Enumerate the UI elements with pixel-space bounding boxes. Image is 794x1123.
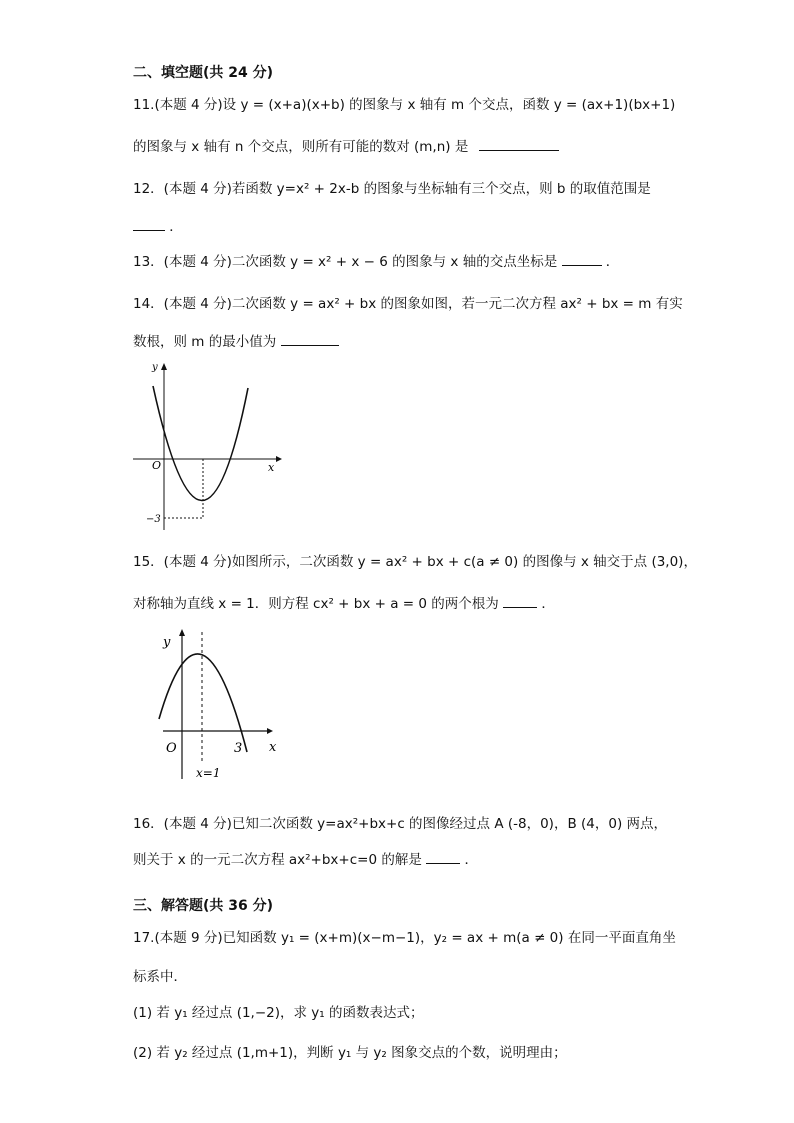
q13-line1: 13．(本题 4 分)二次函数 y = x² + x − 6 的图象与 x 轴的交点坐标是 (133, 254, 558, 270)
q14-line2-wrap (133, 330, 339, 350)
q17-part1: (1) 若 y₁ 经过点 (1,−2)，求 y₁ 的函数表达式； (133, 1005, 424, 1021)
q17-line2: 标系中． (133, 969, 187, 985)
q16-line1: 16．(本题 4 分)已知二次函数 y=ax²+bx+c 的图像经过点 A (-8，0)，B (4，0) 两点， (133, 816, 668, 832)
fig1-min-label: −3 (146, 514, 161, 525)
fig2-origin-label: O (166, 741, 177, 756)
q16-answer-blank[interactable] (426, 851, 460, 864)
fig1-parabola-curve (153, 386, 248, 501)
q17-line1: 17.(本题 9 分)已知函数 y₁ = (x+m)(x−m−1)，y₂ = ax + m(a ≠ 0) 在同一平面直角坐 (133, 930, 676, 946)
fig2-x-label: x (269, 740, 277, 755)
q13-tail: ． (605, 254, 620, 270)
fig2-y-label: y (163, 635, 171, 650)
q12-answer-blank[interactable] (133, 218, 165, 231)
fig1-y-arrow (161, 363, 167, 370)
q17-part2: (2) 若 y₂ 经过点 (1,m+1)，判断 y₁ 与 y₂ 图象交点的个数，说明理由； (133, 1045, 567, 1061)
fig2-x-arrow (267, 728, 273, 734)
fig2-y-arrow (179, 629, 185, 636)
q14-line1: 14．(本题 4 分)二次函数 y = ax² + bx 的图象如图，若一元二次方程 ax² + bx = m 有实 (133, 296, 683, 312)
fig1-x-arrow (276, 456, 282, 462)
fig2-parabola-curve (159, 654, 247, 752)
q12-line2: ． (169, 219, 183, 235)
fig1-y-label: y (152, 362, 158, 373)
fig2-root-label: 3 (234, 741, 243, 756)
q12-line2-wrap (133, 215, 183, 235)
parabola-figure-1 (128, 358, 288, 534)
q15-answer-blank[interactable] (503, 595, 537, 608)
fig1-origin-label: O (152, 459, 162, 472)
q16-line2: 则关于 x 的一元二次方程 ax²+bx+c=0 的解是 (133, 852, 422, 868)
q13-answer-blank[interactable] (562, 253, 602, 266)
q11-line1: 11.(本题 4 分)设 y = (x+a)(x+b) 的图象与 x 轴有 m 个交点，函数 y = (ax+1)(bx+1) (133, 97, 676, 113)
q15-tail: ． (541, 596, 555, 612)
q11-line2: 的图象与 x 轴有 n 个交点，则所有可能的数对 (m,n) 是 (133, 139, 469, 155)
q14-answer-blank[interactable] (281, 333, 339, 346)
q16-tail: ． (464, 852, 478, 868)
q15-line1: 15．(本题 4 分)如图所示，二次函数 y = ax² + bx + c(a ≠ 0) 的图像与 x 轴交于点 (3,0)， (133, 554, 697, 570)
q14-line2: 数根，则 m 的最小值为 (133, 334, 277, 350)
q11-line2-wrap (133, 135, 559, 155)
q11-answer-blank[interactable] (479, 138, 559, 151)
fig2-axis-label: x=1 (196, 766, 221, 780)
q15-line2: 对称轴为直线 x = 1．则方程 cx² + bx + a = 0 的两个根为 (133, 596, 499, 612)
section-solve-title: 三、解答题(共 36 分) (133, 898, 274, 914)
fig1-x-label: x (268, 461, 275, 474)
q13-line-wrap (133, 250, 619, 270)
parabola-figure-2 (155, 624, 290, 784)
q15-line2-wrap (133, 592, 555, 612)
q16-line2-wrap (133, 848, 478, 868)
q12-line1: 12．(本题 4 分)若函数 y=x² + 2x-b 的图象与坐标轴有三个交点，则 b 的取值范围是 (133, 181, 651, 197)
section-fill-blank-title: 二、填空题(共 24 分) (133, 65, 274, 81)
